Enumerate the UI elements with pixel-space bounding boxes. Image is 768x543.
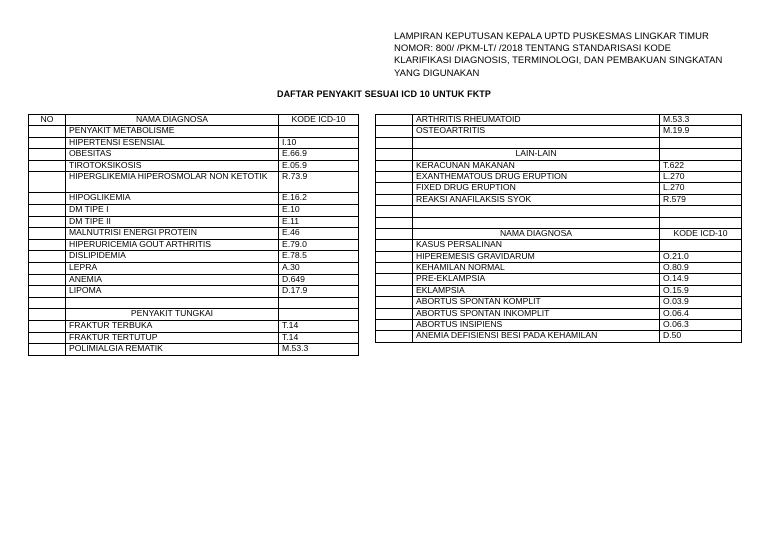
table-cell: [29, 286, 66, 298]
table-cell: PENYAKIT TUNGKAI: [66, 309, 279, 321]
table-cell: [29, 126, 66, 138]
table-cell: [376, 206, 413, 217]
table-row: [376, 137, 742, 148]
table-cell: POLIMIALGIA REMATIK: [66, 344, 279, 356]
table-cell: [66, 297, 279, 309]
table-cell: [279, 309, 359, 321]
table-row: [376, 251, 742, 262]
table-cell: HIPERURICEMIA GOUT ARTHRITIS: [66, 239, 279, 251]
table-cell: PENYAKIT METABOLISME: [66, 126, 279, 138]
table-cell: KODE ICD-10: [279, 115, 359, 126]
table-cell: NAMA DIAGNOSA: [66, 115, 279, 126]
table-row: [29, 160, 359, 172]
table-row: [29, 149, 359, 161]
table-cell: [660, 137, 742, 148]
table-cell: [29, 274, 66, 286]
table-row: [29, 262, 359, 274]
table-row: [29, 126, 359, 138]
table-cell: E.10: [279, 204, 359, 216]
table-cell: NAMA DIAGNOSA: [413, 228, 660, 239]
table-cell: [376, 285, 413, 296]
header-line: KLARIFIKASI DIAGNOSIS, TERMINOLOGI, DAN PEMBAKUAN SINGKATAN: [394, 55, 723, 67]
table-cell: [660, 240, 742, 251]
table-row: [29, 137, 359, 149]
table-cell: [376, 240, 413, 251]
table-row: [376, 308, 742, 319]
table-cell: E.16.2: [279, 193, 359, 205]
table-cell: [413, 206, 660, 217]
table-cell: O.15.9: [660, 285, 742, 296]
table-row: [29, 216, 359, 228]
table-cell: ARTHRITIS RHEUMATOID: [413, 115, 660, 126]
table-cell: DM TIPE I: [66, 204, 279, 216]
table-cell: [29, 160, 66, 172]
table-cell: E.66.9: [279, 149, 359, 161]
table-cell: [376, 137, 413, 148]
table-cell: [29, 239, 66, 251]
table-row: [29, 239, 359, 251]
table-cell: [29, 251, 66, 263]
table-row: [29, 228, 359, 240]
table-cell: ANEMIA: [66, 274, 279, 286]
table-row: [376, 285, 742, 296]
table-row: [29, 297, 359, 309]
header-line: YANG DIGUNAKAN: [394, 67, 480, 79]
table-cell: O.06.3: [660, 320, 742, 331]
table-cell: OSTEOARTRITIS: [413, 126, 660, 137]
table-row: [376, 206, 742, 217]
table-row: [376, 194, 742, 205]
table-cell: [29, 320, 66, 332]
table-row: [29, 193, 359, 205]
table-cell: [376, 297, 413, 308]
table-cell: [413, 217, 660, 228]
table-row: [29, 286, 359, 298]
table-cell: [376, 228, 413, 239]
table-cell: EXANTHEMATOUS DRUG ERUPTION: [413, 171, 660, 182]
table-row: [376, 149, 742, 160]
table-cell: KEHAMILAN NORMAL: [413, 263, 660, 274]
table-header-row: [29, 115, 359, 126]
table-row: [376, 331, 742, 342]
table-row: [29, 204, 359, 216]
table-cell: [29, 262, 66, 274]
table-cell: KODE ICD-10: [660, 228, 742, 239]
table-cell: OBESITAS: [66, 149, 279, 161]
table-cell: T.14: [279, 332, 359, 344]
table-cell: KERACUNAN MAKANAN: [413, 160, 660, 171]
table-cell: [29, 297, 66, 309]
table-cell: [29, 172, 66, 193]
page-title: DAFTAR PENYAKIT SESUAI ICD 10 UNTUK FKTP: [276, 89, 492, 99]
table-cell: D.50: [660, 331, 742, 342]
header-line: LAMPIRAN KEPUTUSAN KEPALA UPTD PUSKESMAS LINGKAR TIMUR: [394, 31, 709, 42]
table-cell: KASUS PERSALINAN: [413, 240, 660, 251]
table-cell: LIPOMA: [66, 286, 279, 298]
table-cell: NO: [29, 115, 66, 126]
table-cell: [376, 274, 413, 285]
header-line: NOMOR: 800/ /PKM-LT/ /2018 TENTANG STANDARISASI KODE: [394, 43, 671, 55]
table-cell: [376, 217, 413, 228]
table-row: [29, 332, 359, 344]
table-cell: M.19.9: [660, 126, 742, 137]
table-cell: [279, 126, 359, 138]
table-row: [376, 126, 742, 137]
table-cell: [376, 115, 413, 126]
table-row: [29, 251, 359, 263]
table-row: [29, 344, 359, 356]
table-cell: A.30: [279, 262, 359, 274]
table-cell: LAIN-LAIN: [413, 149, 660, 160]
table-cell: FRAKTUR TERTUTUP: [66, 332, 279, 344]
table-cell: E.78.5: [279, 251, 359, 263]
table-cell: [660, 206, 742, 217]
table-cell: EKLAMPSIA: [413, 285, 660, 296]
table-cell: M.53.3: [279, 344, 359, 356]
table-cell: HIPERGLIKEMIA HIPEROSMOLAR NON KETOTIK: [66, 172, 279, 193]
table-cell: [413, 137, 660, 148]
table-cell: I.10: [279, 137, 359, 149]
table-cell: [376, 183, 413, 194]
table-cell: ABORTUS SPONTAN KOMPLIT: [413, 297, 660, 308]
table-cell: D.17.9: [279, 286, 359, 298]
table-cell: [29, 228, 66, 240]
table-cell: ANEMIA DEFISIENSI BESI PADA KEHAMILAN: [413, 331, 660, 342]
table-cell: [660, 149, 742, 160]
table-cell: HIPOGLIKEMIA: [66, 193, 279, 205]
table-cell: D.649: [279, 274, 359, 286]
table-cell: [29, 204, 66, 216]
table-cell: [376, 149, 413, 160]
document-header: [394, 31, 734, 80]
table-cell: [376, 251, 413, 262]
table-cell: T.622: [660, 160, 742, 171]
table-cell: [29, 309, 66, 321]
table-cell: MALNUTRISI ENERGI PROTEIN: [66, 228, 279, 240]
table-cell: FIXED DRUG ERUPTION: [413, 183, 660, 194]
table-cell: [29, 332, 66, 344]
table-cell: E.05.9: [279, 160, 359, 172]
table-cell: DISLIPIDEMIA: [66, 251, 279, 263]
table-cell: [376, 331, 413, 342]
table-row: [29, 309, 359, 321]
table-cell: [376, 320, 413, 331]
diagnosis-table-left: [28, 114, 359, 356]
table-cell: [29, 137, 66, 149]
table-cell: FRAKTUR TERBUKA: [66, 320, 279, 332]
table-cell: O.06.4: [660, 308, 742, 319]
table-cell: R.579: [660, 194, 742, 205]
table-cell: [376, 171, 413, 182]
table-cell: ABORTUS INSIPIENS: [413, 320, 660, 331]
table-row: [376, 274, 742, 285]
table-cell: R.73.9: [279, 172, 359, 193]
table-row: [376, 240, 742, 251]
table-cell: HIPERTENSI ESENSIAL: [66, 137, 279, 149]
table-row: [376, 228, 742, 239]
table-cell: M.53.3: [660, 115, 742, 126]
table-row: [29, 172, 359, 193]
table-cell: L.270: [660, 183, 742, 194]
table-cell: DM TIPE II: [66, 216, 279, 228]
table-cell: E.11: [279, 216, 359, 228]
table-cell: REAKSI ANAFILAKSIS SYOK: [413, 194, 660, 205]
table-cell: [29, 216, 66, 228]
table-cell: [660, 217, 742, 228]
table-cell: [376, 308, 413, 319]
table-cell: O.21.0: [660, 251, 742, 262]
table-cell: E.46: [279, 228, 359, 240]
table-cell: E.79.0: [279, 239, 359, 251]
table-cell: PRE-EKLAMPSIA: [413, 274, 660, 285]
table-cell: [376, 126, 413, 137]
diagnosis-table-right: [375, 114, 742, 343]
table-cell: L.270: [660, 171, 742, 182]
table-row: [376, 263, 742, 274]
table-cell: O.14.9: [660, 274, 742, 285]
table-cell: [29, 344, 66, 356]
table-cell: [29, 149, 66, 161]
table-row: [376, 320, 742, 331]
table-cell: ABORTUS SPONTAN INKOMPLIT: [413, 308, 660, 319]
table-row: [29, 320, 359, 332]
table-row: [376, 115, 742, 126]
table-row: [29, 274, 359, 286]
table-cell: O.03.9: [660, 297, 742, 308]
table-cell: T.14: [279, 320, 359, 332]
table-row: [376, 171, 742, 182]
table-cell: [376, 160, 413, 171]
table-cell: [376, 194, 413, 205]
table-cell: [29, 193, 66, 205]
table-row: [376, 183, 742, 194]
table-cell: TIROTOKSIKOSIS: [66, 160, 279, 172]
table-cell: [279, 297, 359, 309]
table-cell: [376, 263, 413, 274]
table-cell: O.80.9: [660, 263, 742, 274]
table-row: [376, 217, 742, 228]
table-cell: LEPRA: [66, 262, 279, 274]
table-row: [376, 160, 742, 171]
table-cell: HIPEREMESIS GRAVIDARUM: [413, 251, 660, 262]
table-row: [376, 297, 742, 308]
